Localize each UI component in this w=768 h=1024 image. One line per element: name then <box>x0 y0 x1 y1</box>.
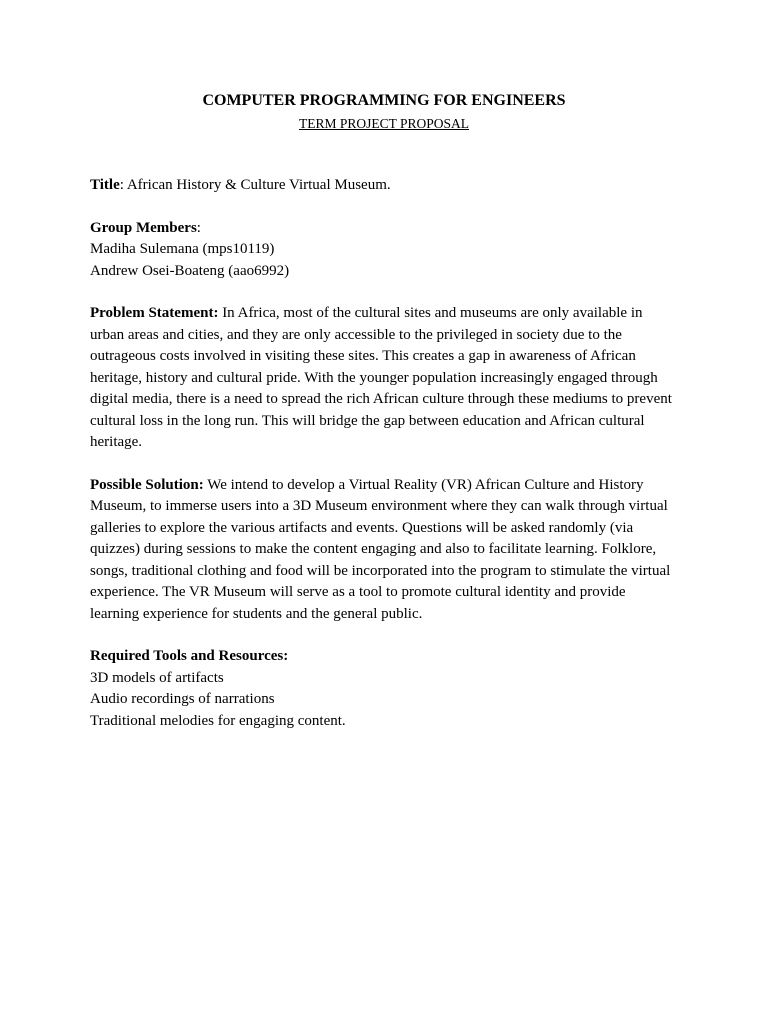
course-title: COMPUTER PROGRAMMING FOR ENGINEERS <box>202 92 566 109</box>
group-members-heading <box>90 218 680 240</box>
problem-statement-line: outrageous costs involved in visiting these sites. This creates a gap in awareness of African <box>90 348 636 364</box>
problem-statement-line: heritage, history and cultural pride. With the younger population increasingly engaged through <box>90 369 658 386</box>
possible-solution-label: Possible Solution: <box>90 476 204 493</box>
possible-solution-line: galleries to explore the various artifacts and events. Questions will be asked randomly (via <box>90 519 634 536</box>
project-title-line <box>90 175 680 197</box>
problem-statement-line: digital media, there is a need to spread the rich African culture through these mediums to prevent <box>90 391 672 407</box>
group-members-colon: : <box>196 219 201 236</box>
group-members-label: Group Members <box>90 219 197 236</box>
group-member: Andrew Osei-Boateng (aao6992) <box>90 262 290 279</box>
required-tool-item: 3D models of artifacts <box>90 669 224 686</box>
possible-solution-line <box>90 475 680 497</box>
possible-solution-line: Museum, to immerse users into a 3D Museum environment where they can walk through virtual <box>90 498 668 514</box>
possible-solution-line: experience. The VR Museum will serve as a tool to promote cultural identity and provide <box>90 584 626 600</box>
required-tools-heading: Required Tools and Resources: <box>90 648 289 664</box>
document-subtitle: TERM PROJECT PROPOSAL <box>298 116 470 131</box>
group-member: Madiha Sulemana (mps10119) <box>90 241 275 257</box>
required-tool-item: Audio recordings of narrations <box>90 691 275 707</box>
problem-statement-label: Problem Statement: <box>90 305 219 321</box>
problem-statement-line <box>90 303 680 325</box>
problem-statement-line: urban areas and cities, and they are only accessible to the privileged in society due to the <box>90 326 622 343</box>
problem-statement-line: cultural loss in the long run. This will bridge the gap between education and African cultural <box>90 412 645 429</box>
problem-statement-line: heritage. <box>90 434 143 450</box>
project-title-text: : African History & Culture Virtual Museum. <box>119 177 391 193</box>
possible-solution-line: learning experience for students and the general public. <box>90 605 423 622</box>
possible-solution-line: songs, traditional clothing and food will be incorporated into the program to stimulate the virtual <box>90 562 671 579</box>
problem-statement-text: In Africa, most of the cultural sites and museums are only available in <box>218 305 643 321</box>
title-label: Title <box>90 177 120 193</box>
required-tool-item: Traditional melodies for engaging content. <box>90 712 346 729</box>
document-body <box>90 175 680 732</box>
possible-solution-line: quizzes) during sessions to make the content engaging and also to facilitate learning. Folklore, <box>90 541 657 557</box>
possible-solution-text: We intend to develop a Virtual Reality (VR) African Culture and History <box>203 476 644 493</box>
